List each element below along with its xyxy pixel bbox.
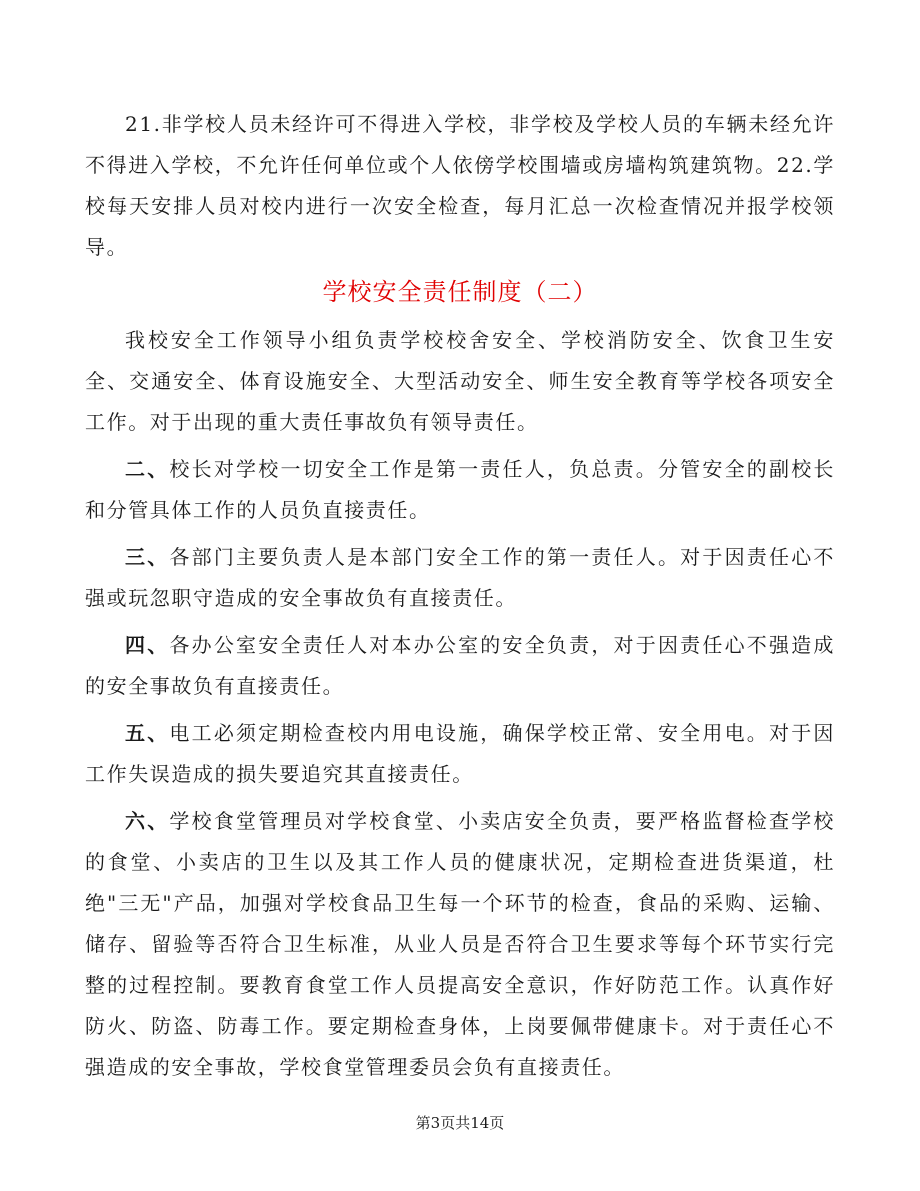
paragraph-6 xyxy=(85,801,835,1088)
paragraph-lead: 二、 xyxy=(125,457,170,481)
paragraph-lead: 六、 xyxy=(125,809,170,833)
intro-paragraph: 21.非学校人员未经许可不得进入学校，非学校及学校人员的车辆未经允许不得进入学校，不允许任何单位或个人依傍学校围墙或房墙构筑建筑物。22.学校每天安排人员对校内进行一次安全检查，每月汇总一次检查情况并报学校领导。 xyxy=(85,112,835,259)
paragraph-lead: 三、 xyxy=(125,545,170,569)
paragraph-4 xyxy=(85,625,835,707)
paragraph-text: 我校安全工作领导小组负责学校校舍安全、学校消防安全、饮食卫生安全、交通安全、体育设施安全、大型活动安全、师生安全教育等学校各项安全工作。对于出现的重大责任事故负有领导责任。 xyxy=(85,328,835,434)
page-number-footer: 第3页共14页 xyxy=(415,1114,505,1132)
paragraph-text: 各部门主要负责人是本部门安全工作的第一责任人。对于因责任心不强或玩忽职守造成的安全事故负有直接责任。 xyxy=(85,545,836,610)
paragraph-text: 各办公室安全责任人对本办公室的安全负责，对于因责任心不强造成的安全事故负有直接责任。 xyxy=(85,633,836,698)
paragraph-text: 电工必须定期检查校内用电设施，确保学校正常、安全用电。对于因工作失误造成的损失要追究其直接责任。 xyxy=(85,721,836,786)
paragraph-lead: 五、 xyxy=(125,721,170,745)
paragraph-lead: 四、 xyxy=(125,633,170,657)
paragraph-5 xyxy=(85,713,835,795)
paragraph-text: 学校食堂管理员对学校食堂、小卖店安全负责，要严格监督检查学校的食堂、小卖店的卫生以及其工作人员的健康状况，定期检查进货渠道，杜绝"三无"产品，加强对学校食品卫生每一个环节的检查，食品的采购、运输、储存、留验等否符合卫生标准，从业人员是否符合卫生要求等每个环节实行完整的过程控制。要教育食堂工作人员提高安全意识，作好防范工作。认真作好防火、防盗、防毒工作。要定期检查身体，上岗要佩带健康卡。对于责任心不强造成的安全事故，学校食堂管理委员会负有直接责任。 xyxy=(85,809,836,1079)
paragraph-text: 校长对学校一切安全工作是第一责任人，负总责。分管安全的副校长和分管具体工作的人员负直接责任。 xyxy=(85,457,836,522)
section-title: 学校安全责任制度（二） xyxy=(322,278,598,306)
document-body xyxy=(85,104,835,1088)
paragraph-1 xyxy=(85,320,835,443)
paragraph-2 xyxy=(85,449,835,531)
paragraph-3 xyxy=(85,537,835,619)
